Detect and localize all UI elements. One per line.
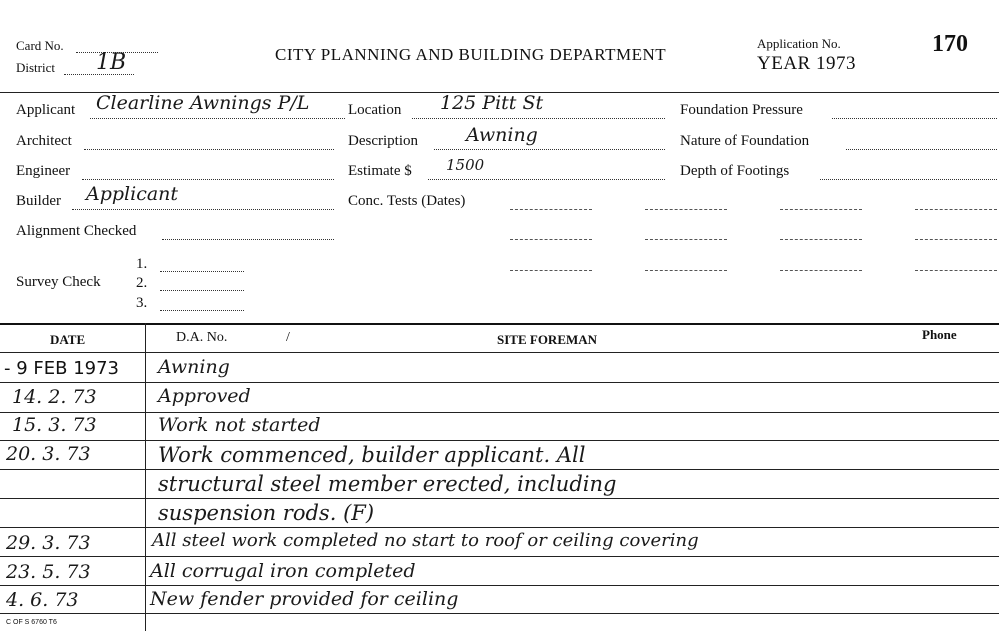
location-line <box>412 118 665 119</box>
log-entry: Approved <box>158 385 251 407</box>
depth-of-footings-line <box>820 179 997 180</box>
column-header-site-foreman: SITE FOREMAN <box>497 332 598 347</box>
row-rule <box>0 469 999 470</box>
form-code: C OF S 6760 T6 <box>6 619 57 626</box>
conc-test-line <box>780 239 862 240</box>
log-entry: suspension rods. (F) <box>158 501 375 525</box>
district-value: 1B <box>96 50 127 75</box>
log-date: - 9 FEB 1973 <box>4 358 119 379</box>
log-entry: Awning <box>158 356 230 378</box>
conc-test-line <box>510 239 592 240</box>
applicant-value: Clearline Awnings P/L <box>96 92 310 114</box>
table-top-rule <box>0 323 999 325</box>
survey-line <box>160 290 244 291</box>
row-rule <box>0 585 999 586</box>
row-rule <box>0 527 999 528</box>
nature-of-foundation-line <box>846 149 997 150</box>
architect-label: Architect <box>16 133 72 149</box>
log-entry: structural steel member erected, including <box>158 472 617 496</box>
architect-line <box>84 149 334 150</box>
location-value: 125 Pitt St <box>440 92 544 114</box>
builder-line <box>72 209 334 210</box>
conc-test-line <box>780 209 862 210</box>
conc-test-line <box>915 209 997 210</box>
column-header-slash: / <box>286 330 290 345</box>
alignment-checked-line <box>162 239 334 240</box>
alignment-checked-label: Alignment Checked <box>16 223 137 239</box>
builder-value: Applicant <box>86 183 179 205</box>
log-date: 14. 2. 73 <box>12 386 97 408</box>
district-label: District <box>16 60 55 75</box>
log-date: 29. 3. 73 <box>6 532 91 554</box>
nature-of-foundation-label: Nature of Foundation <box>680 133 810 149</box>
estimate-value: 1500 <box>446 156 485 174</box>
year-label: YEAR 1973 <box>757 53 856 74</box>
estimate-label: Estimate $ <box>348 163 412 179</box>
survey-item-3: 3. <box>136 295 148 311</box>
row-rule <box>0 412 999 413</box>
log-date: 4. 6. 73 <box>6 589 79 611</box>
applicant-label: Applicant <box>16 102 76 118</box>
survey-line <box>160 271 244 272</box>
survey-item-2: 2. <box>136 275 148 291</box>
engineer-label: Engineer <box>16 163 71 179</box>
column-header-da-no: D.A. No. <box>176 330 228 345</box>
foundation-pressure-label: Foundation Pressure <box>680 102 803 118</box>
table-header-rule <box>0 352 999 353</box>
log-entry: New fender provided for ceiling <box>150 588 459 610</box>
conc-test-line <box>645 270 727 271</box>
log-date: 20. 3. 73 <box>6 443 91 465</box>
builder-label: Builder <box>16 193 61 209</box>
estimate-line <box>428 179 665 180</box>
foundation-pressure-line <box>832 118 997 119</box>
row-rule <box>0 440 999 441</box>
description-value: Awning <box>466 124 538 146</box>
column-header-phone: Phone <box>922 327 957 342</box>
log-date: 23. 5. 73 <box>6 561 91 583</box>
application-number: 170 <box>932 31 968 57</box>
log-date: 15. 3. 73 <box>12 414 97 436</box>
column-header-date: DATE <box>50 332 86 347</box>
conc-test-line <box>645 239 727 240</box>
survey-check-label: Survey Check <box>16 274 101 290</box>
conc-test-line <box>510 270 592 271</box>
row-rule <box>0 556 999 557</box>
row-rule <box>0 498 999 499</box>
application-no-label: Application No. <box>757 36 841 51</box>
log-entry: Work not started <box>158 414 321 436</box>
log-entry: Work commenced, builder applicant. All <box>158 443 586 467</box>
location-label: Location <box>348 102 402 118</box>
log-entry: All steel work completed no start to roof or ceiling covering <box>152 530 699 551</box>
conc-test-line <box>645 209 727 210</box>
row-rule <box>0 613 999 614</box>
conc-test-line <box>915 239 997 240</box>
conc-test-line <box>780 270 862 271</box>
engineer-line <box>82 179 334 180</box>
log-entry: All corrugal iron completed <box>150 560 416 582</box>
department-title: CITY PLANNING AND BUILDING DEPARTMENT <box>275 45 667 64</box>
row-rule <box>0 382 999 383</box>
description-label: Description <box>348 133 418 149</box>
survey-item-1: 1. <box>136 256 148 272</box>
card-no-label: Card No. <box>16 38 64 53</box>
depth-of-footings-label: Depth of Footings <box>680 163 790 179</box>
description-line <box>434 149 665 150</box>
conc-test-line <box>510 209 592 210</box>
applicant-line <box>90 118 345 119</box>
conc-tests-label: Conc. Tests (Dates) <box>348 193 466 209</box>
conc-test-line <box>915 270 997 271</box>
survey-line <box>160 310 244 311</box>
